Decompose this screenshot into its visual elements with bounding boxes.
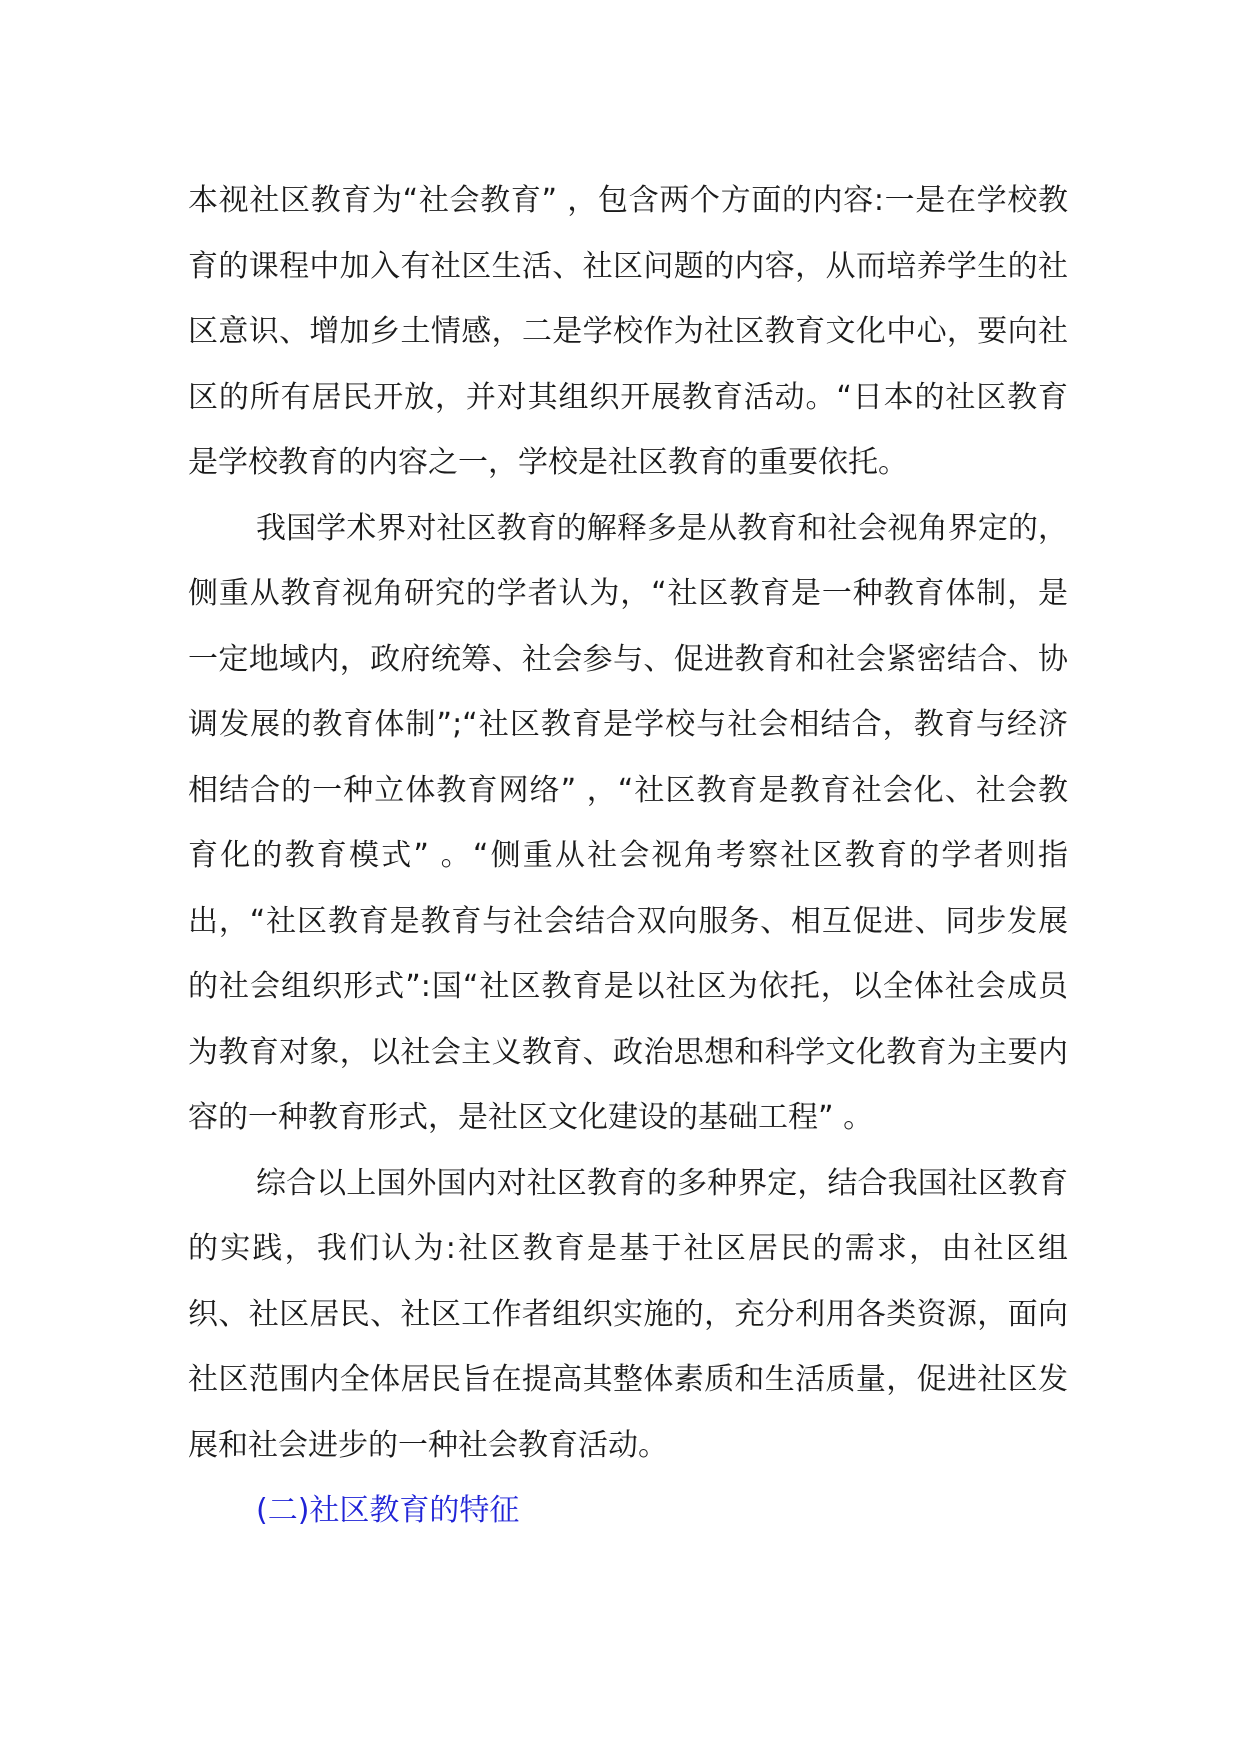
paragraph-domestic-definitions: 我国学术界对社区教育的解释多是从教育和社会视角界定的，侧重从教育视角研究的学者认为，“社区教育是一种教育体制，是一定地域内，政府统筹、社会参与、促进教育和社会紧密结合、协调发展的教育体制”;“社区教育是学校与社会相结合，教育与经济相结合的一种立体教育网络” ，“社区教育是教育社会化、社会教育化的教育模式” 。“侧重从社会视角考察社区教育的学者则指出，“社区教育是教育与社会结合双向服务、相互促进、同步发展的社会组织形式”:国“社区教育是以社区为依托，以全体社会成员为教育对象，以社会主义教育、政治思想和科学文化教育为主要内容的一种教育形式，是社区文化建设的基础工程” 。 (188, 510, 1068, 1135)
document-page (188, 168, 1068, 1544)
paragraph-synthesis: 综合以上国外国内对社区教育的多种界定，结合我国社区教育的实践，我们认为:社区教育是基于社区居民的需求，由社区组织、社区居民、社区工作者组织实施的，充分利用各类资源，面向社区范围内全体居民旨在提高其整体素质和生活质量，促进社区发展和社会进步的一种社会教育活动。 (188, 1165, 1068, 1463)
paragraph-continued: 本视社区教育为“社会教育” ，包含两个方面的内容:一是在学校教育的课程中加入有社区生活、社区问题的内容，从而培养学生的社区意识、增加乡土情感，二是学校作为社区教育文化中心，要向社区的所有居民开放，并对其组织开展教育活动。“日本的社区教育是学校教育的内容之一，学校是社区教育的重要依托。 (188, 183, 1068, 480)
section-heading: (二)社区教育的特征 (256, 1493, 520, 1528)
